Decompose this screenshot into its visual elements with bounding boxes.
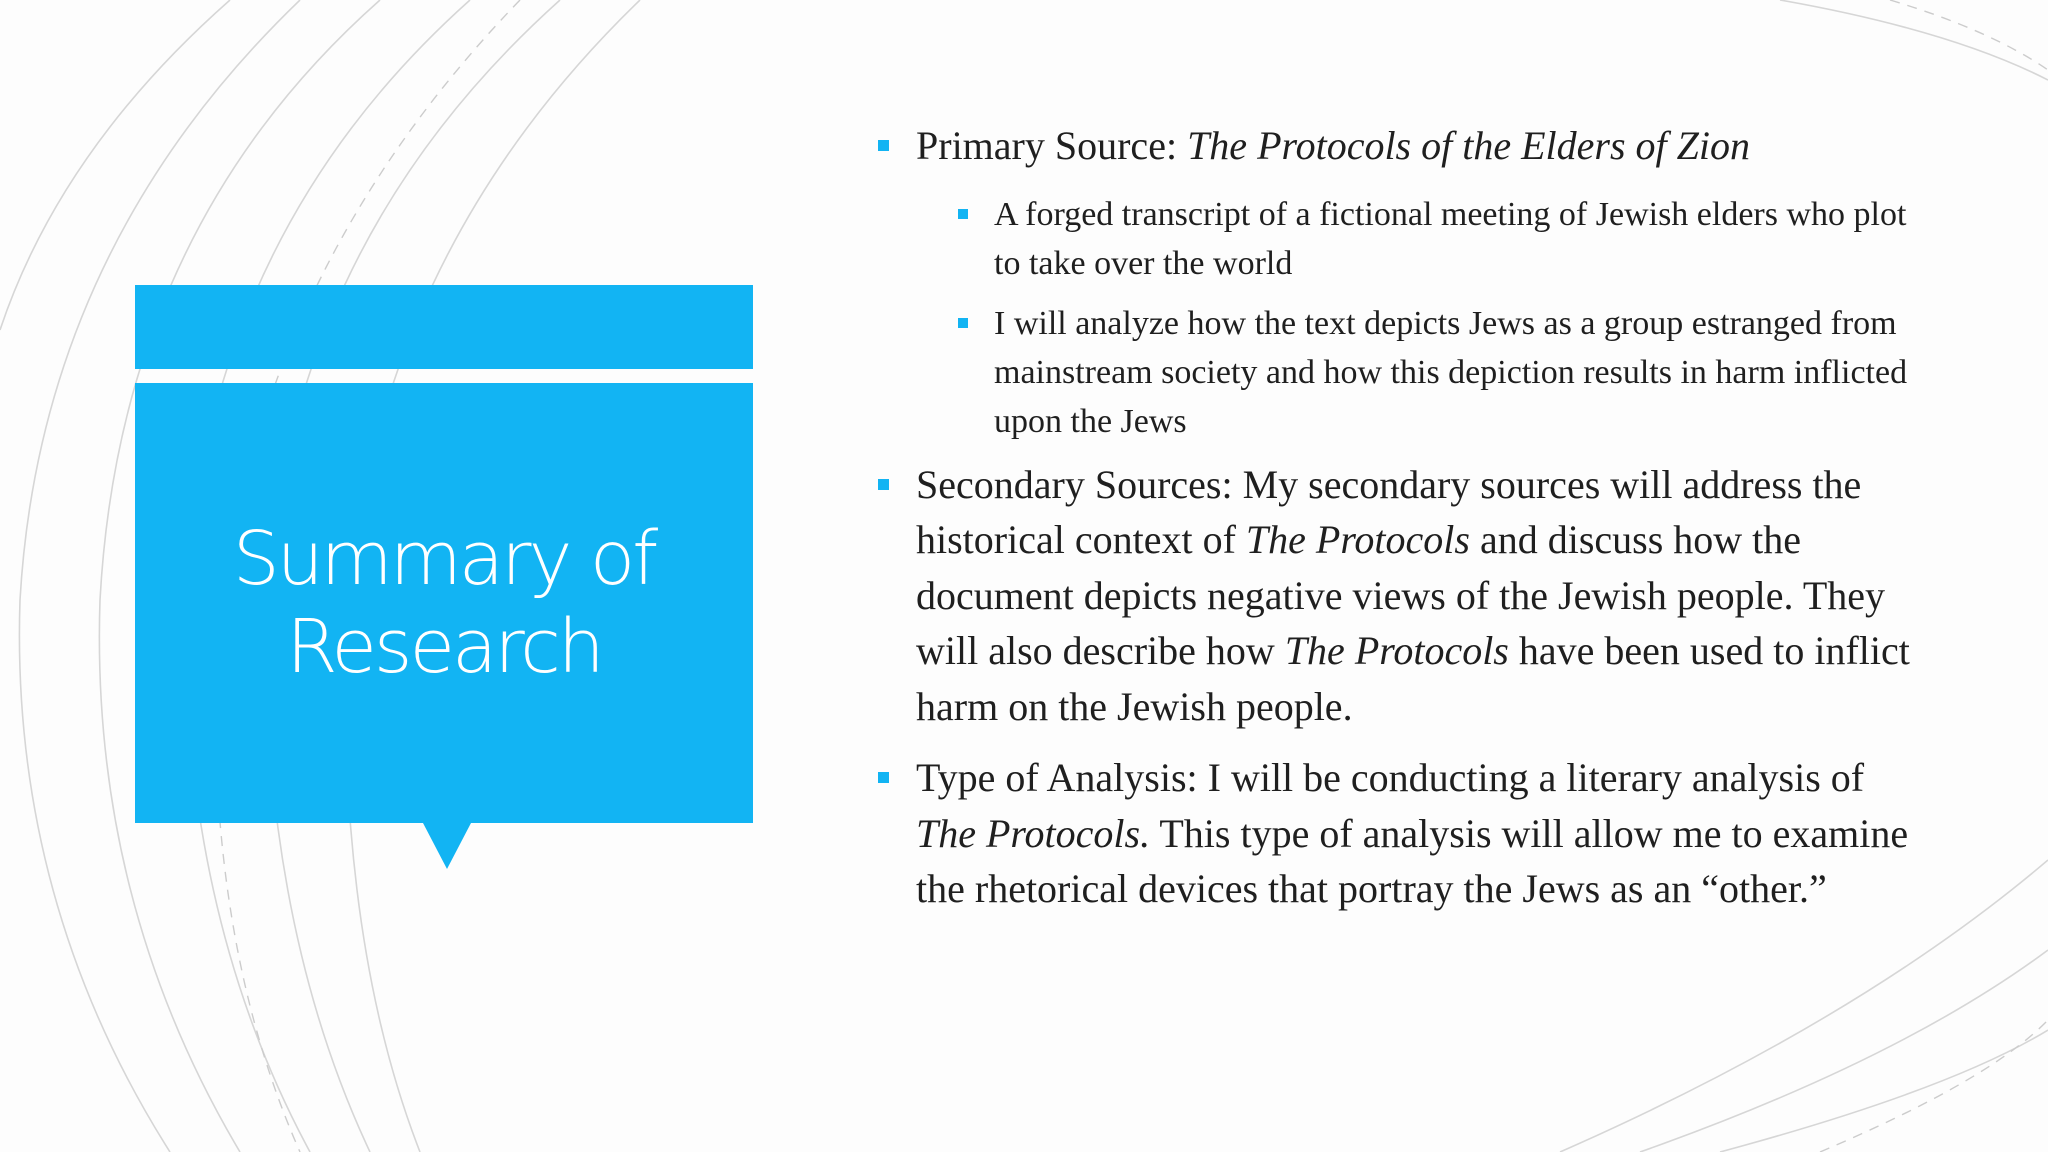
slide-title: [135, 383, 753, 823]
secondary-italic-1: The Protocols: [1245, 517, 1470, 562]
primary-source-label: Primary Source:: [916, 123, 1188, 168]
square-bullet-icon: [958, 318, 968, 328]
square-bullet-icon: [878, 479, 889, 490]
content-body: [878, 118, 1918, 933]
square-bullet-icon: [878, 140, 889, 151]
subbullet-text: I will analyze how the text depicts Jews as a group estranged from mainstream society and how this depiction results in harm inflicted upon the Jews: [994, 304, 1908, 440]
subbullet-analysis-plan: [878, 299, 1918, 446]
title-callout-box: [135, 383, 753, 823]
square-bullet-icon: [958, 209, 968, 219]
secondary-text-3: have been used to inflict harm on the Jewish people.: [916, 628, 1910, 729]
slide-title-line-1: Summary of: [232, 516, 656, 602]
analysis-text-2: This type of analysis will allow me to examine the rhetorical devices that portray the Jews as an “other.”: [916, 810, 1909, 911]
secondary-text-1: Secondary Sources: My secondary sources will address the historical context of: [916, 461, 1862, 562]
callout-pointer: [423, 823, 471, 869]
secondary-text-2: and discuss how the document depicts negative views of the Jewish people. They will also describe how: [916, 517, 1886, 673]
primary-source-title: The Protocols of the Elders of Zion: [1187, 123, 1751, 168]
slide-title-line-2: Research: [286, 604, 602, 690]
subbullet-text: A forged transcript of a fictional meeting of Jewish elders who plot to take over the world: [994, 195, 1907, 282]
square-bullet-icon: [878, 772, 889, 783]
title-accent-strip: [135, 285, 753, 369]
primary-source-subitems: [878, 190, 1918, 446]
bullet-type-of-analysis: [878, 750, 1918, 917]
bullet-primary-source: [878, 118, 1918, 174]
analysis-italic-1: The Protocols.: [916, 810, 1151, 856]
subbullet-forged-transcript: [878, 190, 1918, 288]
bullet-secondary-sources: [878, 457, 1918, 735]
analysis-text-1: Type of Analysis: I will be conducting a literary analysis of: [916, 755, 1865, 800]
secondary-italic-2: The Protocols: [1284, 628, 1509, 673]
